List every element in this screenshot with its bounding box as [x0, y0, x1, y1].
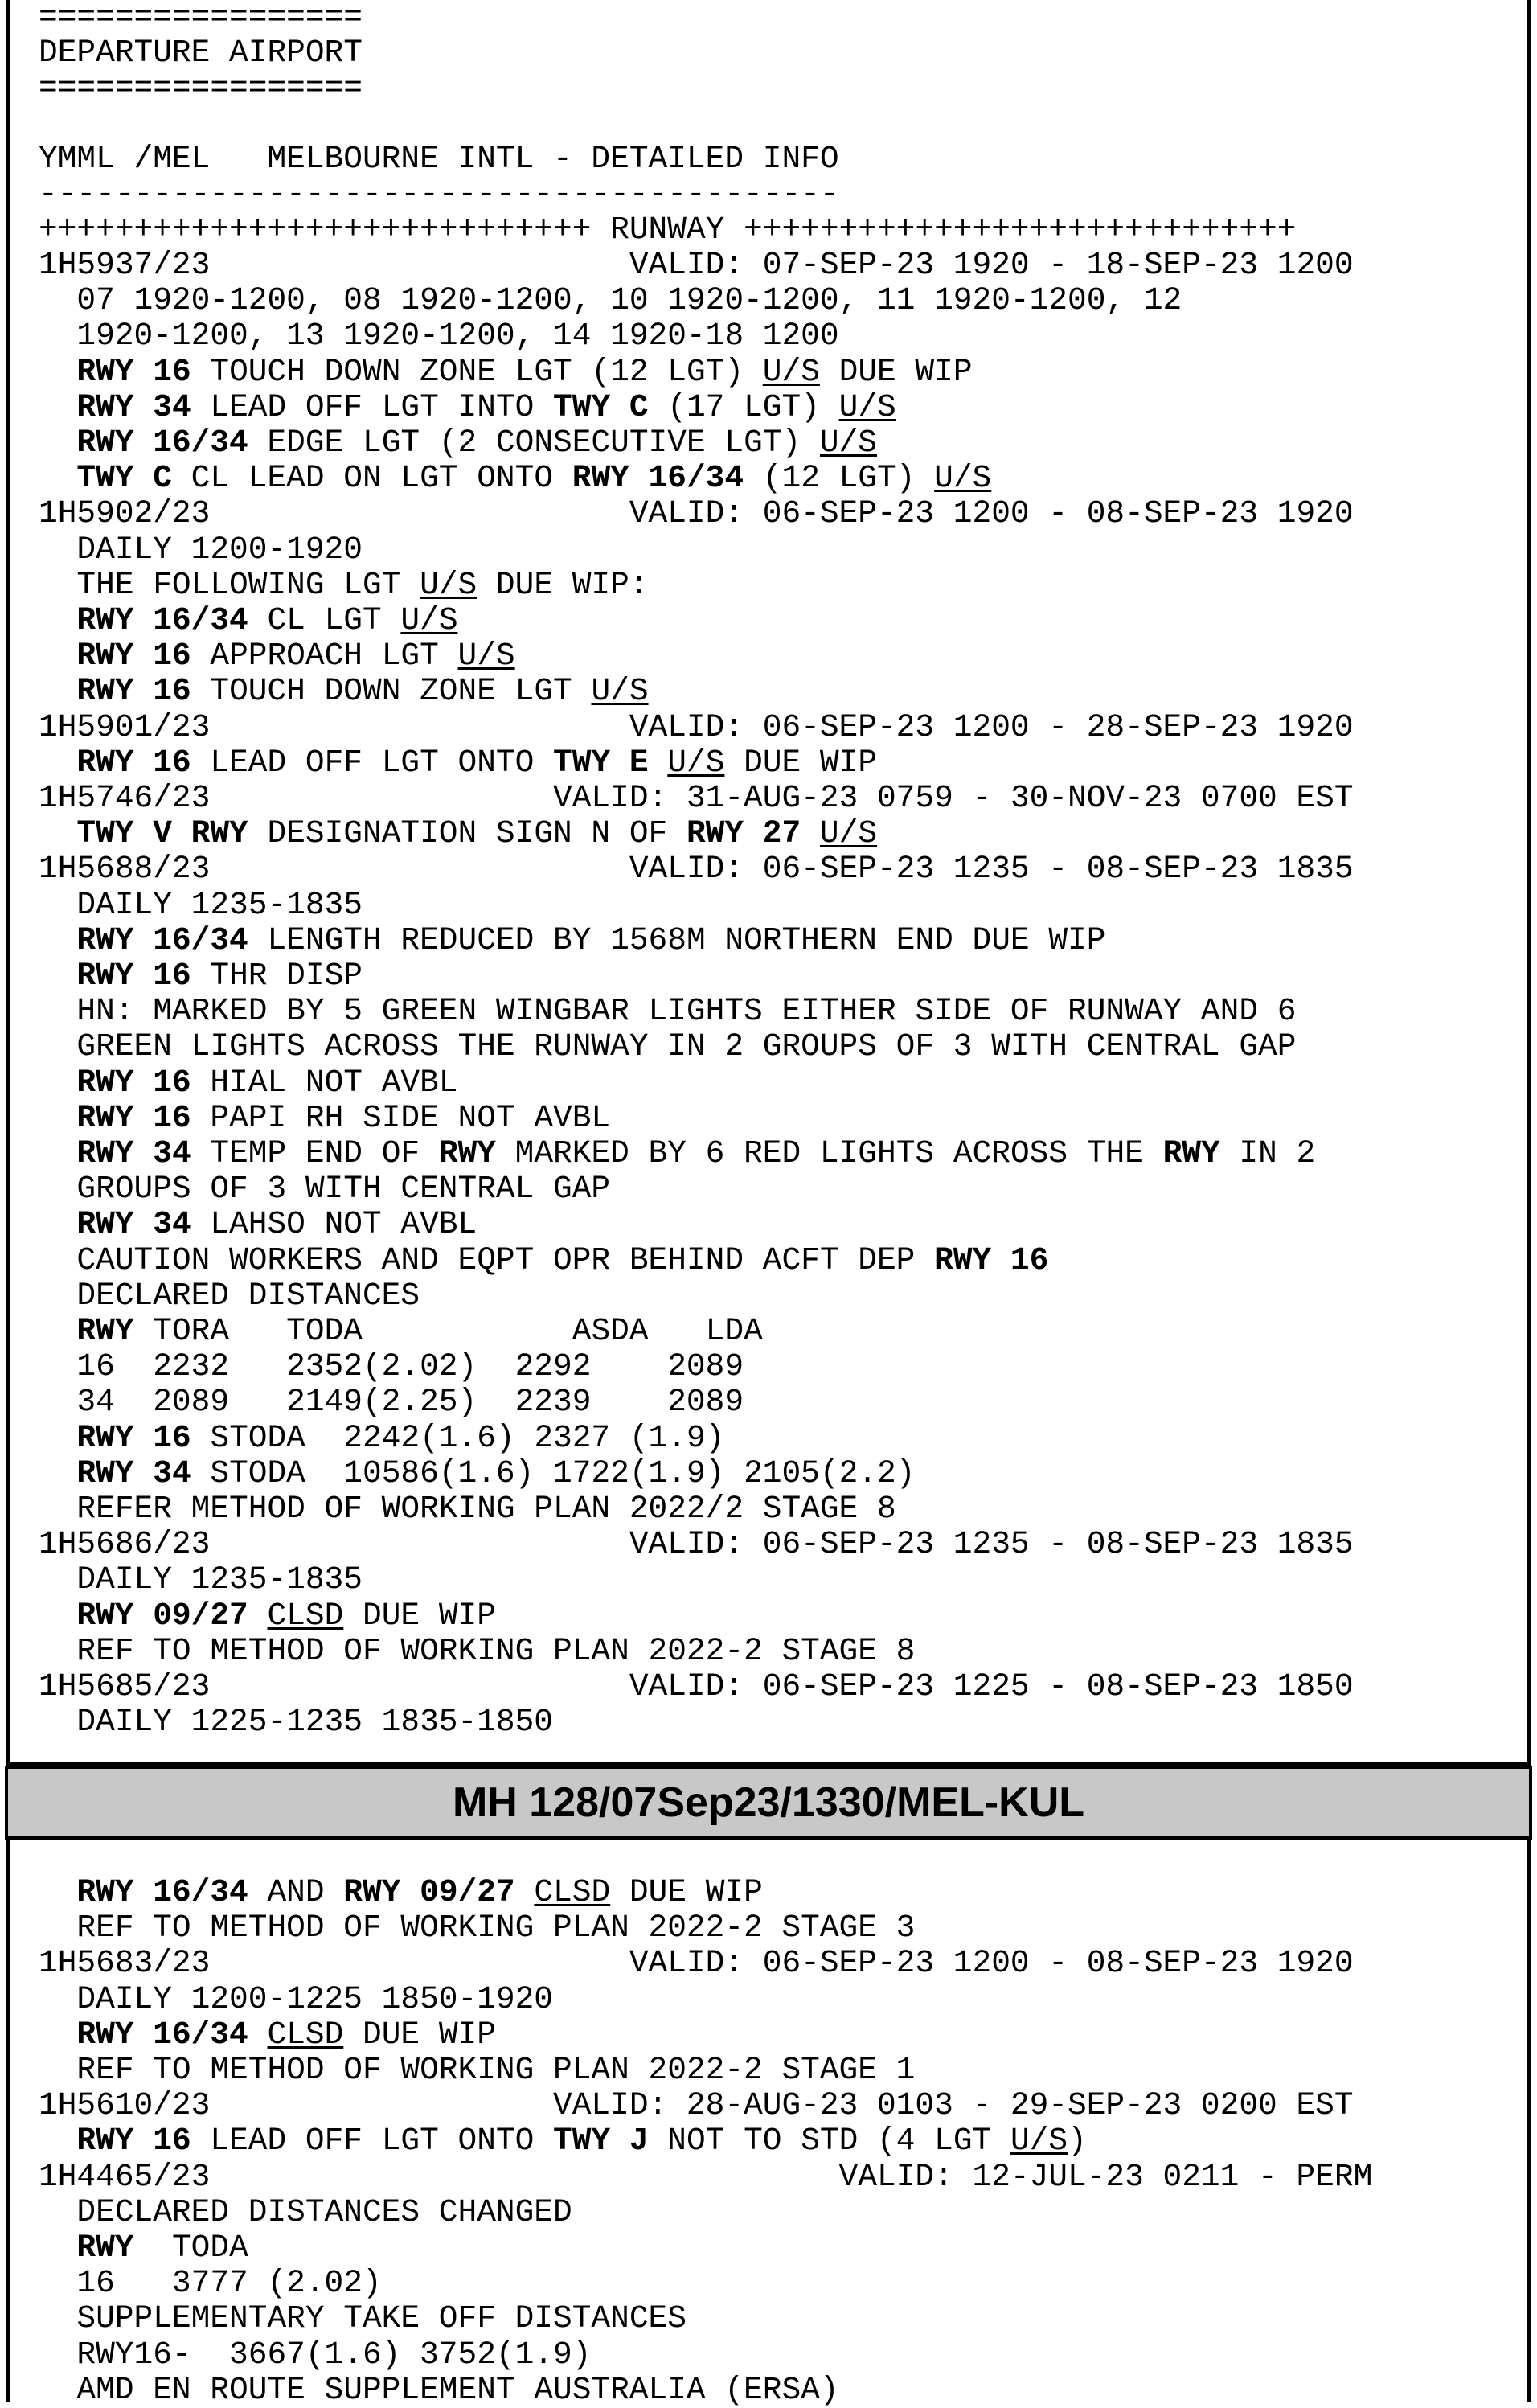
line-text: TEMP END OF: [191, 1135, 439, 1171]
line-text: RWY16- 3667(1.6) 3752(1.9): [39, 2336, 592, 2373]
notam-line: [39, 1065, 458, 1101]
notam-line: [39, 1982, 553, 2017]
notam-line: [39, 568, 649, 603]
line-text: DAILY 1235-1835: [39, 886, 363, 923]
line-text: LEAD OFF LGT INTO: [191, 388, 554, 425]
status-underlined: CLSD: [267, 1597, 344, 1634]
line-text: [39, 354, 76, 390]
line-text: DUE WIP: [724, 744, 878, 781]
line-text: REF TO METHOD OF WORKING PLAN 2022-2 STAGE 8: [39, 1632, 916, 1669]
status-underlined: U/S: [838, 388, 896, 425]
notam-line: [39, 851, 1354, 887]
line-text: 1H5937/23 VALID: 07-SEP-23 1920 - 18-SEP-23 1200: [39, 247, 1354, 283]
bold-term: TWY E: [553, 744, 649, 781]
line-text: [39, 602, 76, 638]
status-underlined: U/S: [819, 815, 878, 852]
line-text: CL LEAD ON LGT ONTO: [171, 460, 572, 497]
line-text: TOUCH DOWN ZONE LGT (12 LGT): [191, 353, 763, 390]
notam-line: [39, 2160, 1372, 2195]
line-text: DUE WIP: [343, 2016, 496, 2053]
line-text: AND: [248, 1874, 344, 1910]
line-text: [39, 673, 76, 709]
airport-heading-rule: ------------------------------------------: [39, 176, 839, 212]
line-text: TOUCH DOWN ZONE LGT: [191, 673, 592, 710]
bold-term: RWY 16: [76, 744, 191, 781]
line-text: [39, 2230, 76, 2266]
notam-line: [39, 1634, 915, 1669]
line-text: [39, 638, 76, 674]
line-text: TODA: [133, 2230, 248, 2266]
section-heading-runway: +++++++++++++++++++++++++++++ RUNWAY +++++++++++++++++++++++++++++: [39, 211, 1297, 248]
line-text: CAUTION WORKERS AND EQPT OPR BEHIND ACFT DEP: [39, 1241, 935, 1278]
notam-line: [39, 283, 1182, 318]
notam-line: [39, 425, 877, 461]
notam-line: [39, 1136, 1315, 1171]
notam-line: [39, 318, 839, 354]
line-text: GREEN LIGHTS ACROSS THE RUNWAY IN 2 GROUPS OF 3 WITH CENTRAL GAP: [39, 1028, 1297, 1065]
status-underlined: U/S: [819, 425, 878, 461]
line-text: DESIGNATION SIGN N OF: [248, 815, 687, 852]
line-text: LENGTH REDUCED BY 1568M NORTHERN END DUE WIP: [248, 921, 1106, 958]
line-text: DAILY 1200-1225 1850-1920: [39, 1980, 554, 2017]
notam-line: [39, 745, 877, 781]
bold-term: RWY 09/27: [76, 1597, 248, 1634]
line-text: REFER METHOD OF WORKING PLAN 2022/2 STAGE 8: [39, 1491, 896, 1527]
status-underlined: U/S: [457, 638, 515, 675]
notam-line: [39, 461, 991, 496]
line-text: ): [1068, 2123, 1087, 2160]
notam-line: [39, 674, 649, 709]
line-text: DAILY 1235-1835: [39, 1561, 363, 1598]
line-text: REF TO METHOD OF WORKING PLAN 2022-2 STAGE 3: [39, 1910, 916, 1947]
notam-line: [39, 923, 1105, 958]
notam-line: [39, 816, 877, 851]
notam-line: [39, 888, 363, 923]
status-underlined: U/S: [762, 353, 820, 390]
notam-line: [39, 1456, 915, 1491]
bold-term: RWY 34: [76, 1206, 191, 1243]
line-text: 1H5686/23 VALID: 06-SEP-23 1235 - 08-SEP-23 1835: [39, 1526, 1354, 1563]
line-text: [39, 1206, 76, 1242]
notam-line: [39, 603, 458, 638]
line-text: DUE WIP:: [477, 566, 649, 603]
bold-term: RWY 27: [686, 815, 801, 852]
notam-line: [39, 1314, 763, 1349]
line-text: [39, 1420, 76, 1456]
line-text: EDGE LGT (2 CONSECUTIVE LGT): [248, 425, 820, 461]
notam-line: [39, 496, 1354, 531]
notam-line: [39, 1946, 1354, 1981]
line-text: 1H4465/23 VALID: 12-JUL-23 0211 - PERM: [39, 2158, 1373, 2195]
bold-term: RWY 16: [76, 958, 191, 994]
status-underlined: U/S: [400, 602, 458, 638]
line-text: LAHSO NOT AVBL: [191, 1206, 477, 1243]
line-text: 16 3777 (2.02): [39, 2265, 382, 2302]
line-text: HN: MARKED BY 5 GREEN WINGBAR LIGHTS EITHER SIDE OF RUNWAY AND 6: [39, 993, 1297, 1030]
status-underlined: CLSD: [534, 1874, 611, 1910]
status-underlined: U/S: [667, 744, 725, 781]
notam-line: [39, 1243, 1048, 1278]
bold-term: RWY: [438, 1135, 496, 1171]
line-text: [515, 1874, 535, 1910]
notam-line: [39, 390, 896, 425]
notam-line: [39, 1384, 744, 1420]
line-text: LEAD OFF LGT ONTO: [191, 2123, 554, 2160]
notam-line: [39, 1421, 724, 1456]
line-text: 1H5688/23 VALID: 06-SEP-23 1235 - 08-SEP-23 1835: [39, 851, 1354, 888]
line-text: NOT TO STD (4 LGT: [648, 2123, 1010, 2160]
line-text: [39, 1598, 76, 1634]
line-text: SUPPLEMENTARY TAKE OFF DISTANCES: [39, 2300, 687, 2337]
bold-term: RWY 34: [76, 1454, 191, 1491]
airport-heading: YMML /MEL MELBOURNE INTL - DETAILED INFO: [39, 141, 839, 177]
bold-term: TWY C: [553, 388, 649, 425]
notam-line: [39, 1101, 610, 1136]
line-text: (12 LGT): [744, 460, 935, 497]
line-text: PAPI RH SIDE NOT AVBL: [191, 1099, 611, 1136]
notam-line: [39, 2088, 1354, 2123]
line-text: DAILY 1225-1235 1835-1850: [39, 1704, 554, 1741]
notam-line: [39, 2230, 248, 2266]
header-title: DEPARTURE AIRPORT: [39, 35, 363, 71]
bold-term: RWY: [76, 1313, 134, 1349]
notam-line: [39, 2123, 1087, 2159]
status-underlined: U/S: [934, 460, 992, 497]
line-text: [39, 460, 76, 496]
bold-term: RWY 16/34: [76, 2016, 248, 2053]
line-text: LEAD OFF LGT ONTO: [191, 744, 554, 781]
notam-line: [39, 994, 1296, 1029]
notam-line: [39, 2017, 496, 2053]
line-text: [39, 1100, 76, 1136]
bold-term: TWY J: [553, 2123, 649, 2160]
line-text: DUE WIP: [343, 1597, 496, 1634]
line-text: [39, 1313, 76, 1349]
line-text: GROUPS OF 3 WITH CENTRAL GAP: [39, 1171, 611, 1208]
line-text: 1H5746/23 VALID: 31-AUG-23 0759 - 30-NOV-23 0700 EST: [39, 780, 1354, 816]
line-text: 07 1920-1200, 08 1920-1200, 10 1920-1200, 11 1920-1200, 12: [39, 282, 1182, 319]
bold-term: RWY 16: [76, 2123, 191, 2160]
line-text: [248, 1598, 268, 1634]
bold-term: RWY 16: [76, 353, 191, 390]
line-text: HIAL NOT AVBL: [191, 1064, 458, 1101]
line-text: 34 2089 2149(2.25) 2239 2089: [39, 1384, 744, 1421]
line-text: [39, 2016, 76, 2053]
notam-line: [39, 532, 363, 568]
line-text: [39, 1874, 76, 1910]
notam-line: [39, 781, 1354, 816]
bold-term: RWY 34: [76, 388, 191, 425]
line-text: DUE WIP: [610, 1874, 763, 1910]
header-rule-top: =================: [39, 0, 363, 35]
notam-line: [39, 1562, 363, 1598]
notam-line: [39, 2301, 687, 2336]
notam-line: [39, 958, 363, 994]
bold-term: RWY: [76, 2230, 134, 2266]
notam-line: [39, 2195, 572, 2230]
line-text: CL LGT: [248, 602, 401, 638]
line-text: [39, 1135, 76, 1171]
bold-term: RWY 16/34: [572, 460, 744, 497]
line-text: [39, 922, 76, 958]
notam-line: [39, 1171, 610, 1207]
notam-line: [39, 1491, 896, 1527]
bold-term: RWY 16: [76, 673, 191, 710]
line-text: [39, 1455, 76, 1491]
bold-term: RWY 16: [934, 1241, 1049, 1278]
notam-line: [39, 638, 515, 674]
line-text: [39, 2123, 76, 2159]
header-rule-bottom: =================: [39, 70, 363, 106]
line-text: 16 2232 2352(2.02) 2292 2089: [39, 1348, 744, 1385]
status-underlined: CLSD: [267, 2016, 344, 2053]
notam-line: [39, 2337, 591, 2373]
line-text: [39, 1065, 76, 1101]
line-text: TORA TODA ASDA LDA: [133, 1313, 763, 1349]
line-text: THR DISP: [191, 958, 363, 994]
line-text: 1H5902/23 VALID: 06-SEP-23 1200 - 08-SEP-23 1920: [39, 495, 1354, 532]
notam-line: [39, 1910, 915, 1946]
bold-term: RWY: [1162, 1135, 1220, 1171]
line-text: DUE WIP: [819, 353, 973, 390]
line-text: [649, 745, 668, 781]
line-text: [39, 815, 76, 851]
status-underlined: U/S: [591, 673, 649, 710]
bold-term: RWY 16/34: [76, 425, 248, 461]
bold-term: RWY 16: [76, 638, 191, 675]
line-text: IN 2: [1219, 1135, 1316, 1171]
line-text: THE FOLLOWING LGT: [39, 566, 420, 603]
notam-line: [39, 355, 973, 390]
bold-term: RWY 16: [76, 1419, 191, 1456]
line-text: 1H5610/23 VALID: 28-AUG-23 0103 - 29-SEP-23 0200 EST: [39, 2087, 1354, 2124]
line-text: [801, 815, 820, 851]
notam-line: [39, 1704, 553, 1740]
line-text: DAILY 1200-1920: [39, 531, 363, 568]
notam-line: [39, 1349, 744, 1384]
notam-line: [39, 1598, 496, 1634]
line-text: APPROACH LGT: [191, 638, 458, 675]
notam-line: [39, 1875, 763, 1910]
line-text: [39, 389, 76, 425]
line-text: DECLARED DISTANCES CHANGED: [39, 2193, 572, 2230]
notam-line: [39, 2053, 915, 2088]
line-text: 1H5901/23 VALID: 06-SEP-23 1200 - 28-SEP-23 1920: [39, 708, 1354, 745]
notam-line: [39, 2373, 839, 2408]
flight-banner: [5, 1766, 1532, 1840]
status-underlined: U/S: [420, 566, 477, 603]
line-text: [39, 745, 76, 781]
notam-line: [39, 1278, 420, 1314]
line-text: DECLARED DISTANCES: [39, 1277, 420, 1314]
notam-line: [39, 1029, 1296, 1065]
line-text: [39, 425, 76, 461]
bold-term: RWY 34: [76, 1135, 191, 1171]
notam-line: [39, 248, 1354, 283]
bold-term: TWY C: [76, 460, 172, 497]
status-underlined: U/S: [1010, 2123, 1068, 2160]
bold-term: RWY 16: [76, 1099, 191, 1136]
line-text: STODA 10586(1.6) 1722(1.9) 2105(2.2): [191, 1454, 916, 1491]
line-text: MARKED BY 6 RED LIGHTS ACROSS THE: [495, 1135, 1163, 1171]
bold-term: RWY 16/34: [76, 602, 248, 638]
notam-line: [39, 710, 1354, 745]
line-text: 1H5685/23 VALID: 06-SEP-23 1225 - 08-SEP-23 1850: [39, 1668, 1354, 1704]
bold-term: RWY 16/34: [76, 921, 248, 958]
notam-line: [39, 1527, 1354, 1562]
line-text: AMD EN ROUTE SUPPLEMENT AUSTRALIA (ERSA): [39, 2371, 839, 2408]
notam-line: [39, 1207, 477, 1242]
notam-line: [39, 1669, 1354, 1704]
line-text: [248, 2016, 268, 2053]
bold-term: RWY 16/34: [76, 1874, 248, 1910]
line-text: REF TO METHOD OF WORKING PLAN 2022-2 STAGE 1: [39, 2052, 916, 2088]
line-text: STODA 2242(1.6) 2327 (1.9): [191, 1419, 725, 1456]
line-text: 1H5683/23 VALID: 06-SEP-23 1200 - 08-SEP-23 1920: [39, 1945, 1354, 1982]
line-text: 1920-1200, 13 1920-1200, 14 1920-18 1200: [39, 318, 839, 355]
line-text: (17 LGT): [648, 388, 839, 425]
bold-term: TWY V RWY: [76, 815, 248, 852]
notam-line: [39, 2266, 382, 2301]
flight-banner-title: MH 128/07Sep23/1330/MEL-KUL: [452, 1779, 1085, 1826]
bold-term: RWY 16: [76, 1064, 191, 1101]
line-text: [39, 958, 76, 994]
bold-term: RWY 09/27: [343, 1874, 515, 1910]
